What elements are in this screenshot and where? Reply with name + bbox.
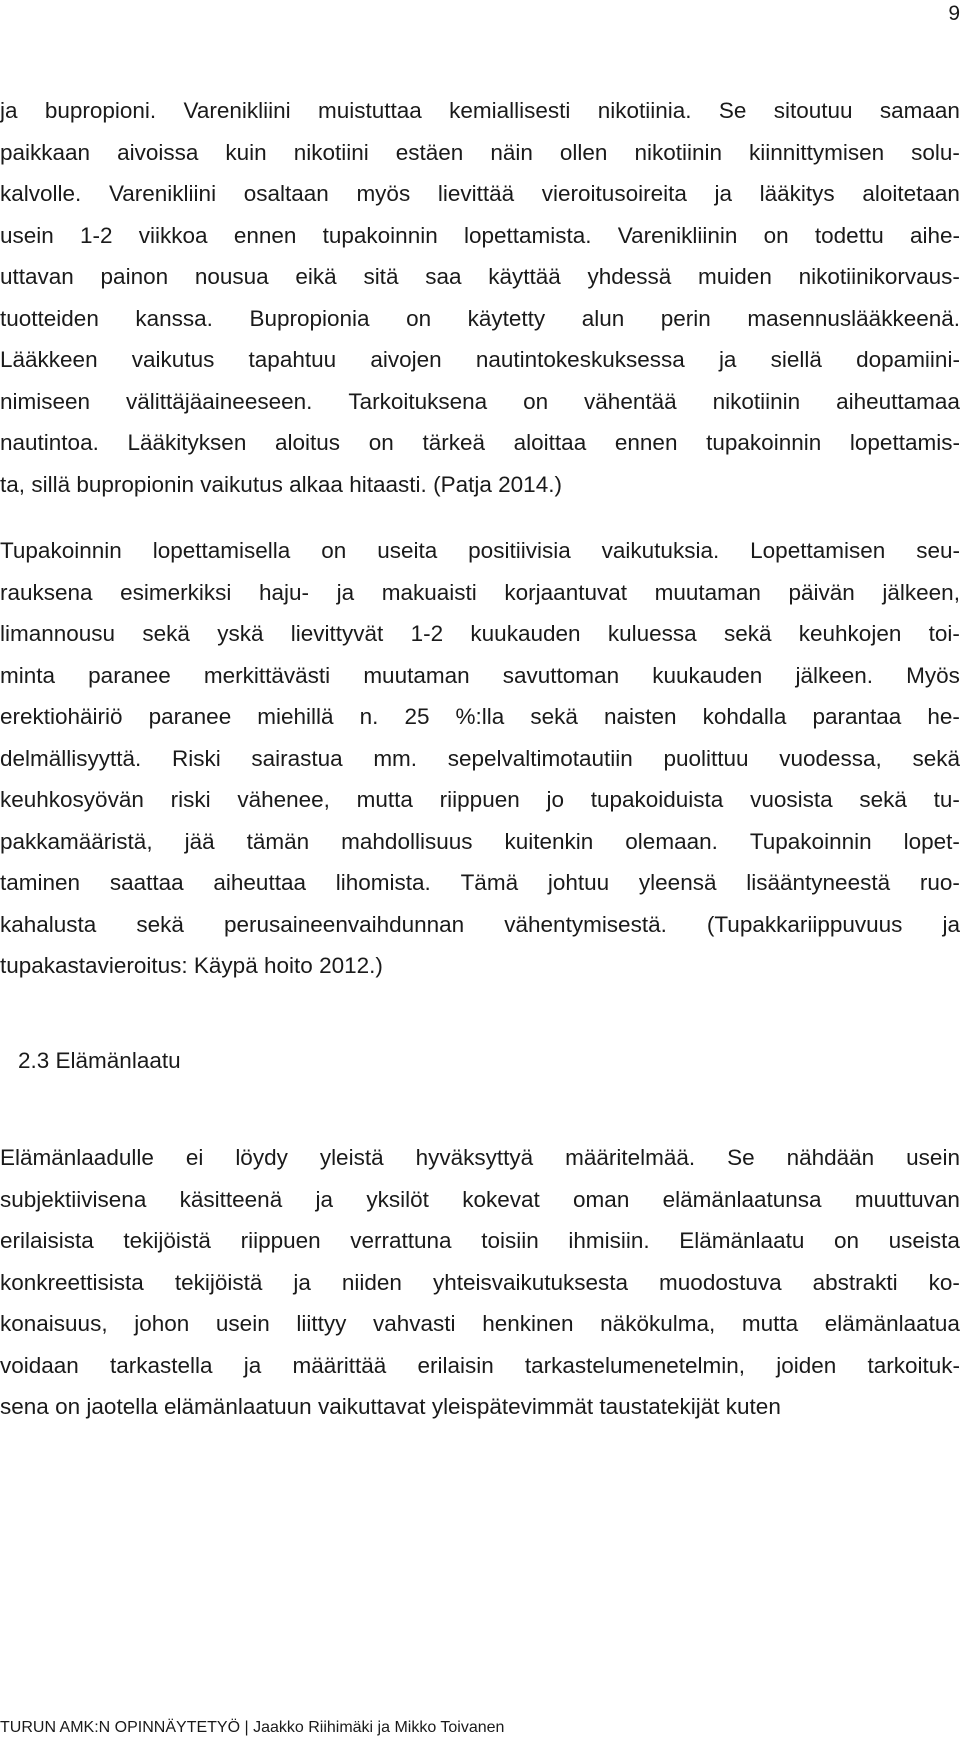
text-line: erilaisista tekijöistä riippuen verrattuna toisiin ihmisiin. Elämänlaatu on useista [0,1228,960,1253]
page-footer: TURUN AMK:N OPINNÄYTETYÖ | Jaakko Riihimäki ja Mikko Toivanen [0,1719,505,1736]
text-line: delmällisyyttä. Riski sairastua mm. sepelvaltimotautiin puolittuu vuodessa, sekä [0,745,960,771]
text-line: nautintoa. Lääkityksen aloitus on tärkeä aloittaa ennen tupakoinnin lopettamis- [0,430,960,455]
text-line: uttavan painon nousua eikä sitä saa käyttää yhdessä muiden nikotiinikorvaus- [0,264,960,289]
text-line: keuhkosyövän riski vähenee, mutta riippuen jo tupakoiduista vuosista sekä tu- [0,787,960,812]
text-line: subjektiivisena käsitteenä ja yksilöt kokevat oman elämänlaatunsa muuttuvan [0,1186,960,1212]
text-line: taminen saattaa aiheuttaa lihomista. Tämä johtuu yleensä lisääntyneestä ruo- [0,870,960,895]
text-line: konkreettisista tekijöistä ja niiden yhteisvaikutuksesta muodostuva abstrakti ko- [0,1269,960,1295]
page-number: 9 [948,2,960,25]
text-line: paikkaan aivoissa kuin nikotiini estäen näin ollen nikotiinin kiinnittymisen solu- [0,139,960,165]
text-line: minta paranee merkittävästi muutaman savuttoman kuukauden jälkeen. Myös [0,662,960,688]
text-line: konaisuus, johon usein liittyy vahvasti henkinen näkökulma, mutta elämänlaatua [0,1311,960,1336]
text-line: usein 1-2 viikkoa ennen tupakoinnin lopettamista. Varenikliinin on todettu aihe- [0,222,960,248]
text-line: ta, sillä bupropionin vaikutus alkaa hitaasti. (Patja 2014.) [0,471,562,497]
text-line: Elämänlaadulle ei löydy yleistä hyväksyttyä määritelmää. Se nähdään usein [0,1145,960,1170]
text-line: tuotteiden kanssa. Bupropionia on käytetty alun perin masennuslääkkeenä. [0,305,960,331]
text-line: kalvolle. Varenikliini osaltaan myös lievittää vieroitusoireita ja lääkitys aloitetaan [0,181,960,206]
text-line: voidaan tarkastella ja määrittää erilaisin tarkastelumenetelmin, joiden tarkoituk- [0,1352,960,1378]
text-line: rauksena esimerkiksi haju- ja makuaisti korjaantuvat muutaman päivän jälkeen, [0,579,960,605]
text-line: Lääkkeen vaikutus tapahtuu aivojen nautintokeskuksessa ja siellä dopamiini- [0,347,960,372]
text-line: tupakastavieroitus: Käypä hoito 2012.) [0,953,383,978]
text-line: sena on jaotella elämänlaatuun vaikuttavat yleispätevimmät taustatekijät kuten [0,1394,781,1419]
text-line: pakkamääristä, jää tämän mahdollisuus kuitenkin olemaan. Tupakoinnin lopet- [0,828,960,854]
text-line: kahalusta sekä perusaineenvaihdunnan vähentymisestä. (Tupakkariippuvuus ja [0,911,960,937]
text-line: Tupakoinnin lopettamisella on useita positiivisia vaikutuksia. Lopettamisen seu- [0,538,960,563]
text-line: erektiohäiriö paranee miehillä n. 25 %:lla sekä naisten kohdalla parantaa he- [0,704,960,729]
section-heading: 2.3 Elämänlaatu [18,1048,181,1073]
text-line: nimiseen välittäjäaineeseen. Tarkoituksena on vähentää nikotiinin aiheuttamaa [0,388,960,414]
text-line: limannousu sekä yskä lievittyvät 1-2 kuukauden kuluessa sekä keuhkojen toi- [0,621,960,646]
text-line: ja bupropioni. Varenikliini muistuttaa kemiallisesti nikotiinia. Se sitoutuu samaan [0,98,960,123]
